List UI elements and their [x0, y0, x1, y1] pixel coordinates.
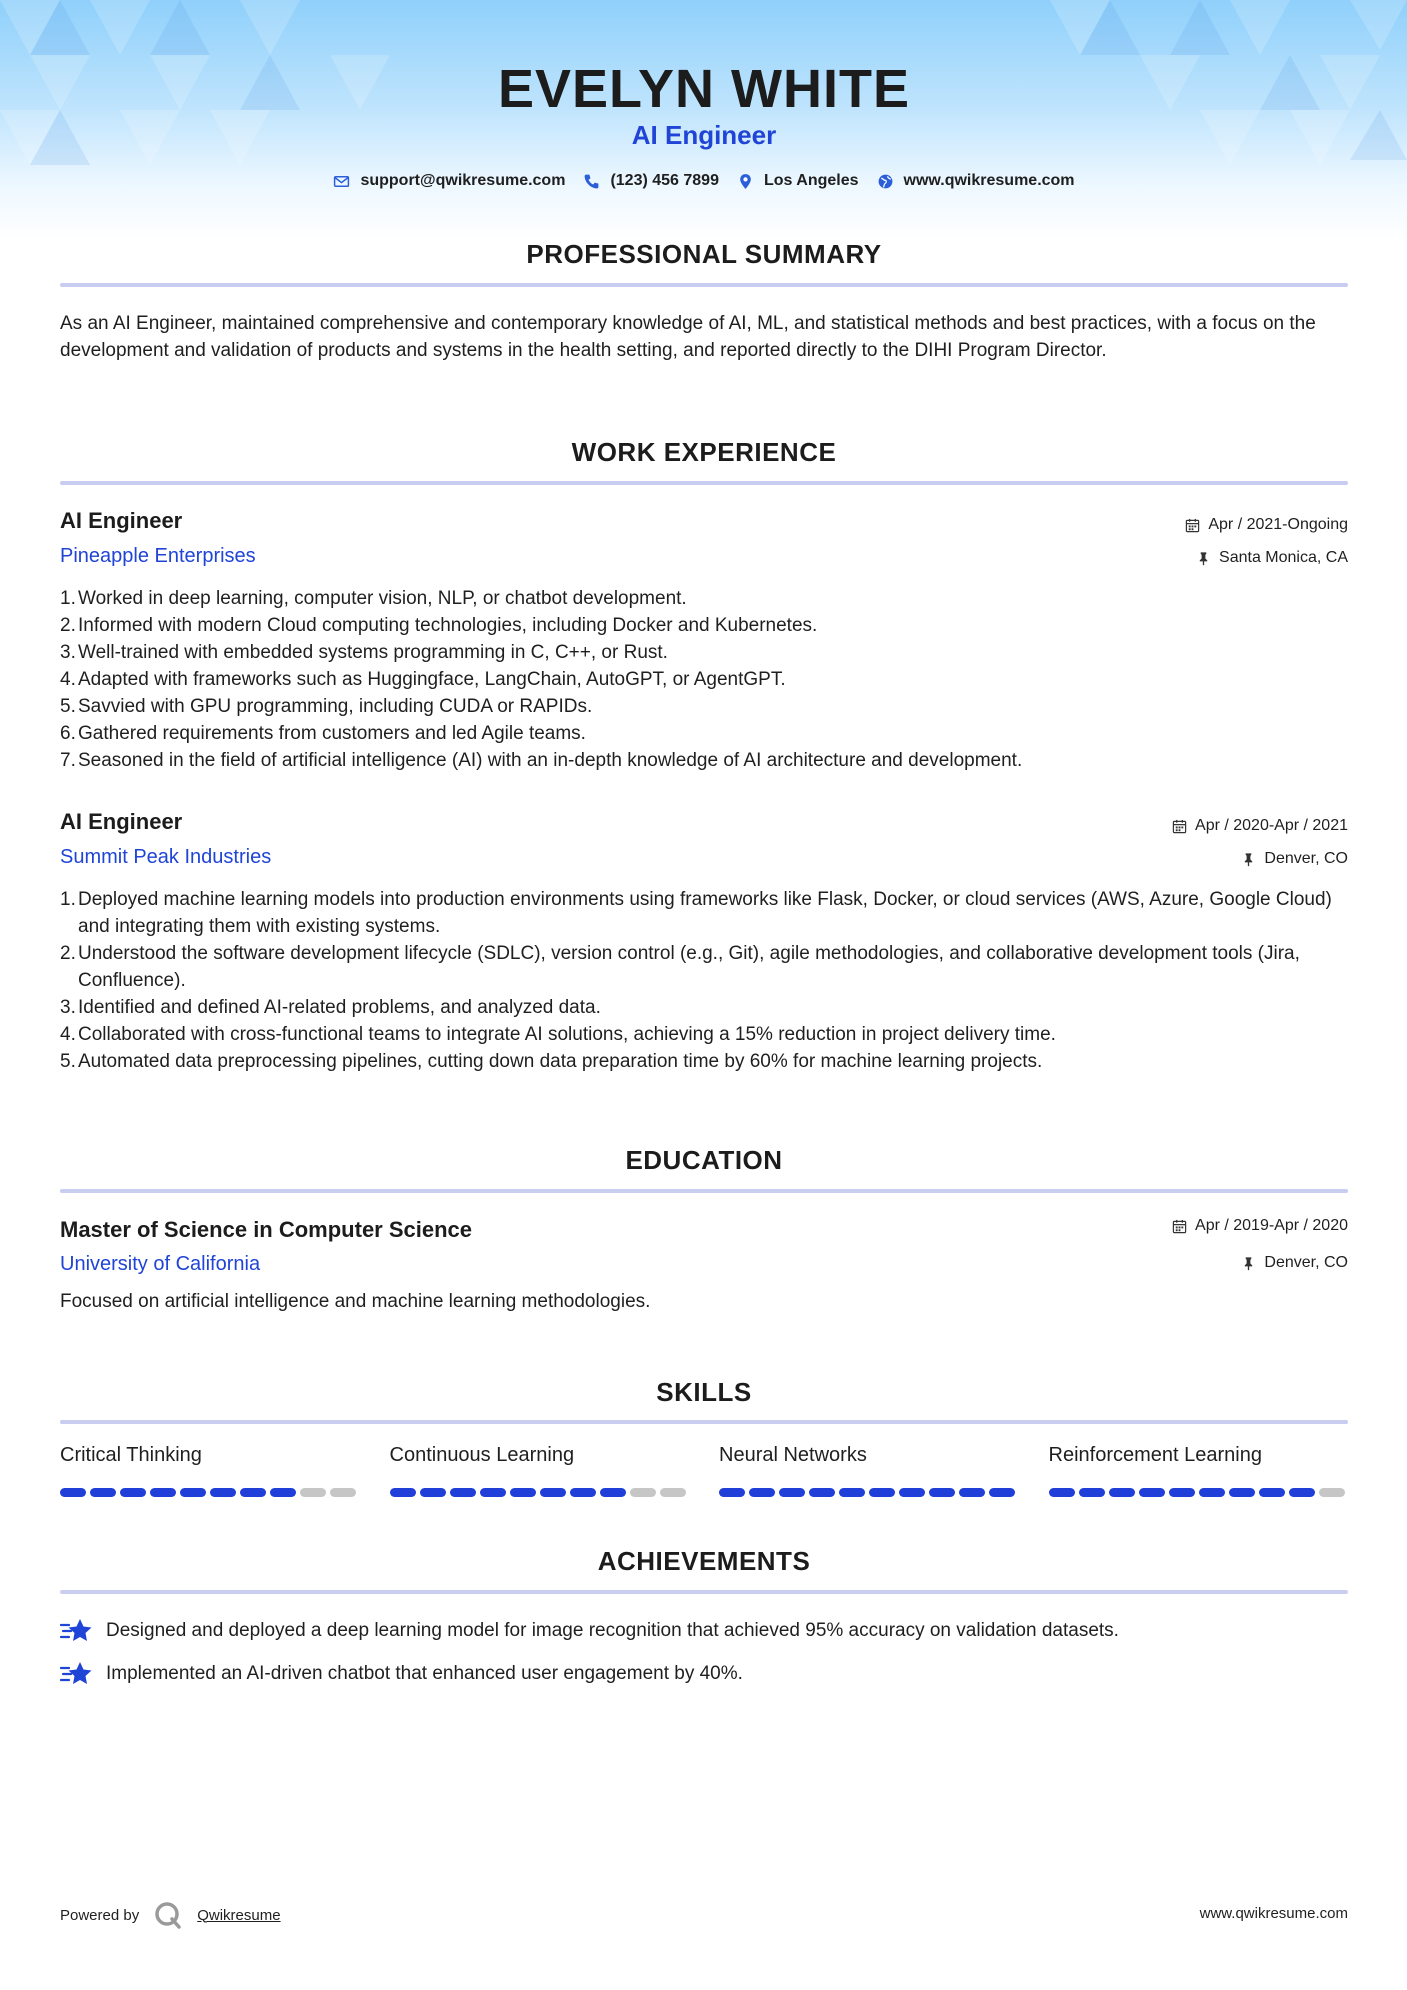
- skill-name: Continuous Learning: [389, 1444, 575, 1466]
- school-name: University of California: [60, 1253, 261, 1275]
- skill-segment-filled: [1229, 1488, 1255, 1497]
- skill-segment-filled: [749, 1488, 775, 1497]
- skill-segment-filled: [540, 1488, 566, 1497]
- job-bullets: [60, 585, 1348, 774]
- achievement-item: [60, 1659, 1348, 1689]
- list-item: 6. Gathered requirements from customers and led Agile teams.: [60, 723, 586, 744]
- skill-name: Reinforcement Learning: [1048, 1444, 1262, 1466]
- candidate-role: AI Engineer: [631, 120, 777, 150]
- skill-segment-filled: [90, 1488, 116, 1497]
- skill-segment-filled: [390, 1488, 416, 1497]
- list-item: 4. Collaborated with cross-functional teams to integrate AI solutions, achieving a 15% reduction in project delivery time.: [60, 1024, 1056, 1045]
- summary-text: As an AI Engineer, maintained comprehensive and contemporary knowledge of AI, ML, and statistical methods and best practices, with a focus on the development and validation of products and systems in the health setting, and reported directly to the DIHI Program Director.: [60, 313, 1316, 361]
- skill-segment-filled: [779, 1488, 805, 1497]
- achievement-text: Designed and deployed a deep learning model for image recognition that achieved 95% accuracy on validation datasets.: [106, 1620, 1119, 1641]
- section-title-summary: PROFESSIONAL SUMMARY: [526, 239, 882, 269]
- job-dates-text: Apr / 2021-Ongoing: [1208, 516, 1348, 533]
- skill-name: Critical Thinking: [60, 1444, 202, 1466]
- job-location: [1196, 549, 1348, 567]
- contact-website-text: www.qwikresume.com: [903, 172, 1075, 189]
- section-divider: [60, 1189, 1348, 1193]
- section-title-achievements: ACHIEVEMENTS: [597, 1546, 811, 1576]
- skill-level-bar: [719, 1488, 1019, 1497]
- skill-segment-filled: [809, 1488, 835, 1497]
- calendar-icon: [1172, 819, 1187, 834]
- contact-website[interactable]: [877, 172, 1075, 190]
- job-title: AI Engineer: [60, 508, 183, 533]
- skill-segment-filled: [480, 1488, 506, 1497]
- skill-segment-filled: [839, 1488, 865, 1497]
- skill-segment-filled: [120, 1488, 146, 1497]
- contact-location: [737, 172, 859, 190]
- skill-segment-filled: [719, 1488, 745, 1497]
- skill-item: [1049, 1444, 1349, 1497]
- list-item: 1. Worked in deep learning, computer vision, NLP, or chatbot development.: [60, 588, 687, 609]
- phone-icon: [583, 173, 600, 190]
- section-title-skills: SKILLS: [656, 1377, 752, 1407]
- section-divider: [60, 1420, 1348, 1424]
- job-location: [1241, 850, 1348, 868]
- section-divider: [60, 481, 1348, 485]
- list-item: 3. Identified and defined AI-related problems, and analyzed data.: [60, 997, 601, 1018]
- education-location: [1241, 1254, 1348, 1272]
- contact-email[interactable]: [333, 172, 565, 190]
- calendar-icon: [1172, 1219, 1187, 1234]
- company-name: Summit Peak Industries: [60, 846, 272, 868]
- education-location-text: Denver, CO: [1264, 1254, 1348, 1271]
- skill-level-bar: [60, 1488, 360, 1497]
- pushpin-icon: [1241, 1256, 1256, 1271]
- job-location-text: Denver, CO: [1264, 850, 1348, 867]
- skill-segment-filled: [1079, 1488, 1105, 1497]
- contact-phone[interactable]: [583, 172, 719, 190]
- location-pin-icon: [737, 173, 754, 190]
- skill-segment-filled: [210, 1488, 236, 1497]
- job-dates: [1172, 817, 1348, 835]
- skill-segment-filled: [420, 1488, 446, 1497]
- skill-segment-filled: [869, 1488, 895, 1497]
- skill-item: [719, 1444, 1019, 1497]
- qwikresume-logo-icon: [153, 1900, 183, 1930]
- list-item: 7. Seasoned in the field of artificial intelligence (AI) with an in-depth knowledge of AI architecture and development.: [60, 750, 1023, 771]
- powered-by-label: Powered by: [60, 1906, 140, 1924]
- skill-segment-filled: [600, 1488, 626, 1497]
- list-item: 1. Deployed machine learning models into production environments using frameworks like Flask, Docker, or cloud services (AWS, Azure, Google Cloud) and integrating them with existing systems.: [60, 889, 1332, 937]
- skill-segment-filled: [180, 1488, 206, 1497]
- job-title: AI Engineer: [60, 809, 183, 834]
- skill-level-bar: [390, 1488, 690, 1497]
- skill-segment-filled: [929, 1488, 955, 1497]
- skill-item: [390, 1444, 690, 1497]
- footer-powered-by: [60, 1900, 281, 1930]
- skill-segment-filled: [270, 1488, 296, 1497]
- skill-segment-filled: [1139, 1488, 1165, 1497]
- contact-bar: [60, 172, 1348, 190]
- skill-segment-filled: [1259, 1488, 1285, 1497]
- job-dates-text: Apr / 2020-Apr / 2021: [1195, 817, 1348, 834]
- achievement-text: Implemented an AI-driven chatbot that enhanced user engagement by 40%.: [106, 1663, 743, 1684]
- brand-link[interactable]: Qwikresume: [197, 1906, 281, 1924]
- contact-email-text: support@qwikresume.com: [360, 172, 566, 189]
- pushpin-icon: [1196, 551, 1211, 566]
- section-divider: [60, 283, 1348, 287]
- skill-level-bar: [1049, 1488, 1349, 1497]
- skill-segment-filled: [1199, 1488, 1225, 1497]
- star-award-icon: [60, 1616, 94, 1646]
- list-item: 5. Savvied with GPU programming, including CUDA or RAPIDs.: [60, 696, 593, 717]
- skill-segment-filled: [450, 1488, 476, 1497]
- globe-icon: [877, 173, 894, 190]
- skill-segment-filled: [1289, 1488, 1315, 1497]
- candidate-name: EVELYN WHITE: [497, 59, 911, 119]
- skill-segment-filled: [240, 1488, 266, 1497]
- skill-segment-filled: [570, 1488, 596, 1497]
- achievement-item: [60, 1616, 1348, 1646]
- section-divider: [60, 1590, 1348, 1594]
- skill-item: [60, 1444, 360, 1497]
- job-bullets: [60, 886, 1348, 1075]
- skill-segment-empty: [300, 1488, 326, 1497]
- skill-segment-filled: [150, 1488, 176, 1497]
- company-name: Pineapple Enterprises: [60, 545, 256, 567]
- skill-segment-empty: [660, 1488, 686, 1497]
- education-description: Focused on artificial intelligence and machine learning methodologies.: [60, 1291, 651, 1312]
- contact-location-text: Los Angeles: [763, 172, 859, 189]
- list-item: 4. Adapted with frameworks such as Huggingface, LangChain, AutoGPT, or AgentGPT.: [60, 669, 786, 690]
- skills-grid: [60, 1444, 1348, 1497]
- list-item: 3. Well-trained with embedded systems programming in C, C++, or Rust.: [60, 642, 668, 663]
- mail-icon: [333, 173, 350, 190]
- job-location-text: Santa Monica, CA: [1219, 549, 1348, 566]
- skill-name: Neural Networks: [719, 1444, 867, 1466]
- skill-segment-filled: [1109, 1488, 1135, 1497]
- skill-segment-empty: [630, 1488, 656, 1497]
- skill-segment-empty: [1319, 1488, 1345, 1497]
- skill-segment-filled: [899, 1488, 925, 1497]
- job-dates: [1185, 516, 1348, 534]
- list-item: 2. Informed with modern Cloud computing technologies, including Docker and Kubernetes.: [60, 615, 818, 636]
- skill-segment-filled: [989, 1488, 1015, 1497]
- education-dates-text: Apr / 2019-Apr / 2020: [1195, 1217, 1348, 1234]
- skill-segment-filled: [959, 1488, 985, 1497]
- skill-segment-filled: [60, 1488, 86, 1497]
- calendar-icon: [1185, 518, 1200, 533]
- section-title-experience: WORK EXPERIENCE: [571, 437, 837, 467]
- skill-segment-filled: [1169, 1488, 1195, 1497]
- skill-segment-empty: [330, 1488, 356, 1497]
- pushpin-icon: [1241, 852, 1256, 867]
- skill-segment-filled: [1049, 1488, 1075, 1497]
- list-item: 2. Understood the software development lifecycle (SDLC), version control (e.g., Git), agile methodologies, and collaborative development tools (Jira, Confluence).: [60, 943, 1300, 991]
- degree-title: Master of Science in Computer Science: [60, 1217, 473, 1242]
- section-title-education: EDUCATION: [625, 1145, 783, 1175]
- footer-site-link[interactable]: www.qwikresume.com: [1199, 1905, 1348, 1922]
- contact-phone-text: (123) 456 7899: [610, 172, 719, 189]
- skill-segment-filled: [510, 1488, 536, 1497]
- list-item: 5. Automated data preprocessing pipelines, cutting down data preparation time by 60% for machine learning projects.: [60, 1051, 1043, 1072]
- education-dates: [1172, 1217, 1348, 1235]
- star-award-icon: [60, 1659, 94, 1689]
